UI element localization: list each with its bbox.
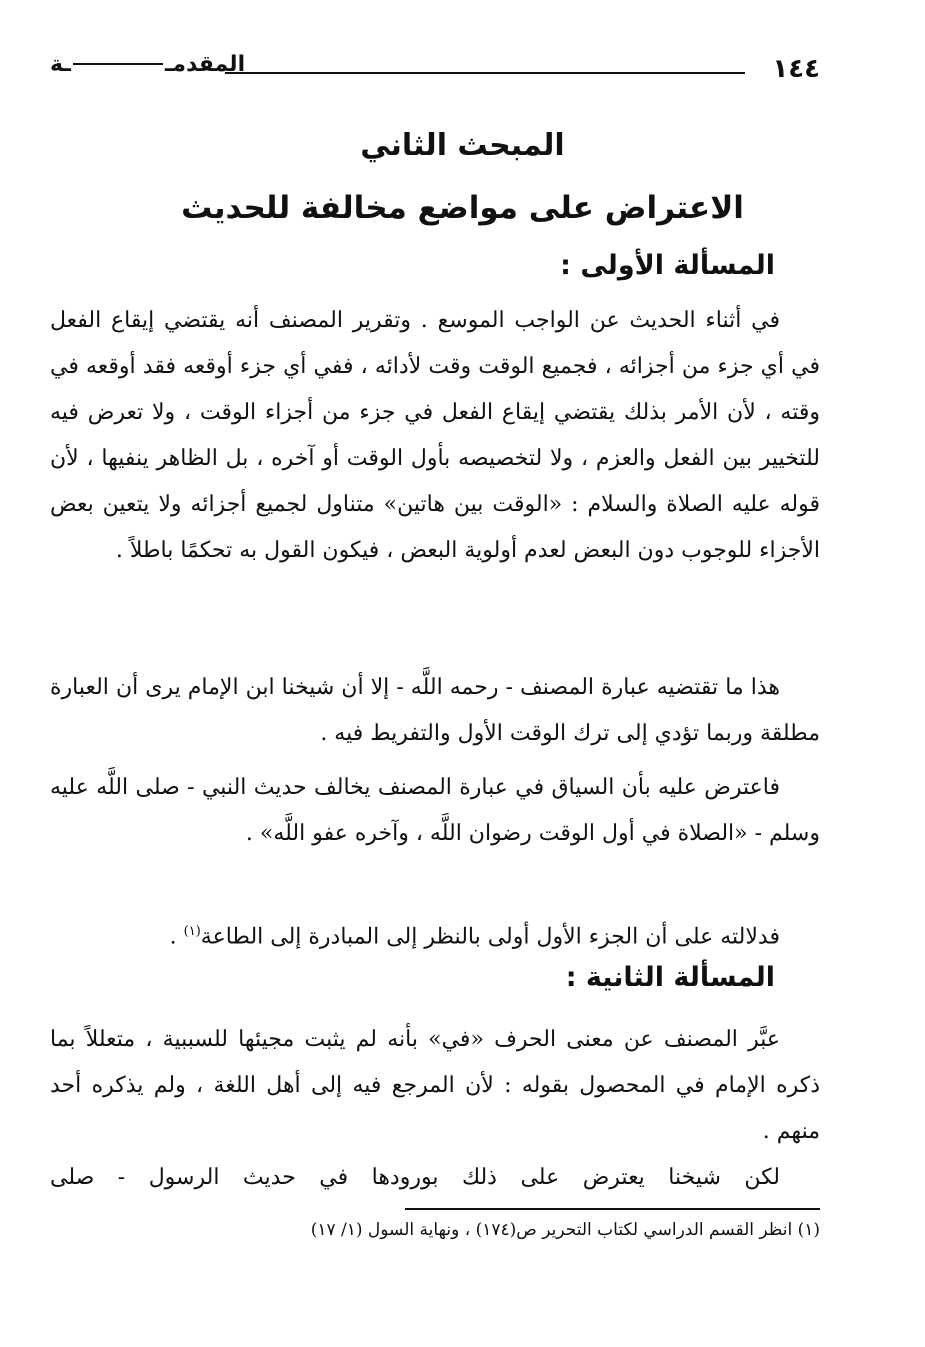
paragraph-4 [50, 909, 820, 960]
paragraph-4-text: فدلالته على أن الجزء الأول أولى بالنظر إلى المبادرة إلى الطاعة [200, 924, 780, 950]
paragraph-4-end: . [169, 924, 184, 950]
paragraph-6: لكن شيخنا يعترض على ذلك بورودها في حديث الرسول - صلى [50, 1165, 780, 1190]
footnote-1: (١) انظر القسم الدراسي لكتاب التحرير ص(١٧٤) ، ونهاية السول (١/ ١٧) [310, 1220, 820, 1240]
paragraph-5: عبَّر المصنف عن معنى الحرف «في» بأنه لم يثبت مجيئها للسببية ، متعللاً بما ذكره الإمام في المحصول بقوله : لأن المرجع فيه إلى أهل اللغة ، ولم يذكره أحد منهم . [50, 1027, 820, 1144]
running-title-start: المقدمـ [164, 52, 246, 77]
issue-one-heading: المسألة الأولى : [560, 250, 775, 281]
section-title: المبحث الثاني [360, 128, 565, 163]
running-header [50, 50, 820, 90]
paragraph-2: هذا ما تقتضيه عبارة المصنف - رحمه اللَّه - إلا أن شيخنا ابن الإمام يرى أن العبارة مطلقة وربما تؤدي إلى ترك الوقت الأول والتفريط فيه . [50, 675, 820, 746]
running-title-end: ـة [50, 52, 71, 77]
footnote-rule [405, 1208, 820, 1210]
kashida-extension [73, 63, 163, 65]
running-title [50, 52, 245, 77]
page-number: ١٤٤ [772, 54, 820, 84]
paragraph-3: فاعترض عليه بأن السياق في عبارة المصنف يخالف حديث النبي - صلى اللَّه عليه وسلم - «الصلاة في أول الوقت رضوان اللَّه ، وآخره عفو اللَّه» . [50, 775, 820, 846]
header-rule [225, 72, 745, 74]
issue-two-heading: المسألة الثانية : [565, 962, 775, 993]
subject-title: الاعتراض على مواضع مخالفة للحديث [181, 190, 744, 226]
paragraph-1: في أثناء الحديث عن الواجب الموسع . وتقرير المصنف أنه يقتضي إيقاع الفعل في أي جزء من أجزائه ، فجميع الوقت وقت لأدائه ، ففي أي جزء أوقعه فقد أوقعه في وقته ، لأن الأمر بذلك يقتضي إيقاع الفعل في جزء من أجزاء الوقت ، ولا تعرض فيه للتخيير بين الفعل والعزم ، ولا لتخصيصه بأول الوقت أو آخره ، بل الظاهر ينفيها ، لأن قوله عليه الصلاة والسلام : «الوقت بين هاتين» متناول لجميع أجزائه ولا يتعين بعض الأجزاء للوجوب دون البعض لعدم أولوية البعض ، فيكون القول به تحكمًا باطلاً . [50, 308, 820, 563]
footnote-marker: (١) [183, 924, 201, 939]
